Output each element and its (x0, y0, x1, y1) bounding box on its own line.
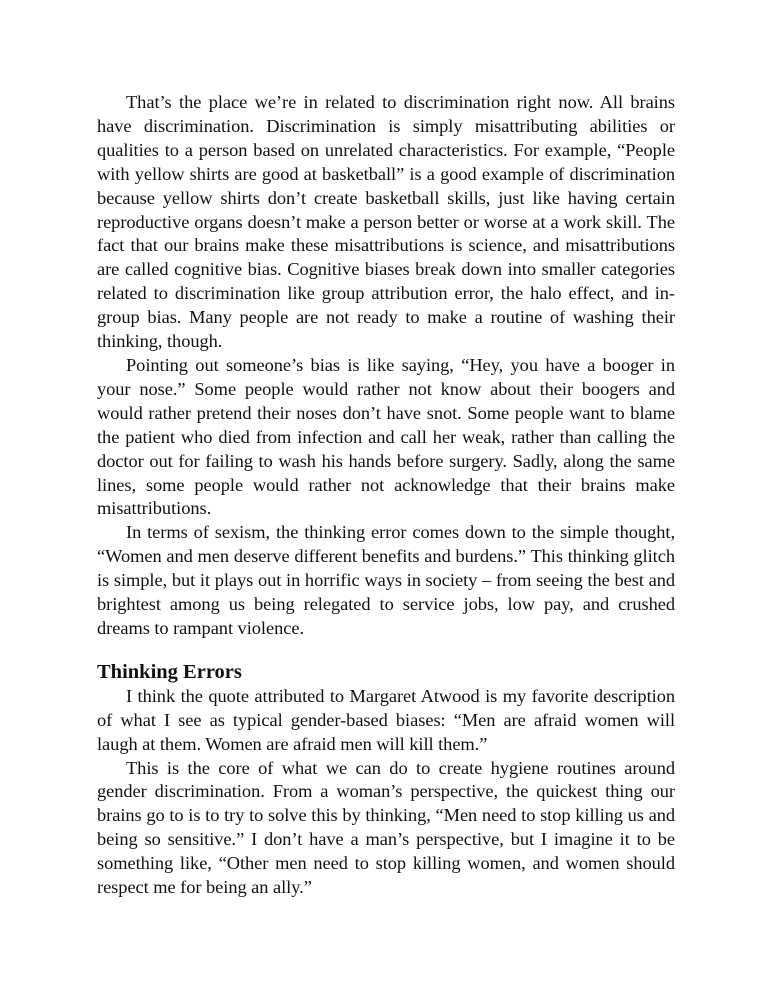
body-paragraph-4: I think the quote attributed to Margaret Atwood is my favorite description of what I see as typical gender-based biases: “Men are afraid women will laugh at them. Women are afraid men will kill them.” (97, 685, 675, 754)
body-paragraph-1: That’s the place we’re in related to discrimination right now. All brains have discrimination. Discrimination is simply misattributing abilities or qualities to a person based on unrelated characteristics. For example, “People with yellow shirts are good at basketball” is a good example of discrimination because yellow shirts don’t create basketball skills, just like having certain reproductive organs doesn’t make a person better or worse at a work skill. The fact that our brains make these misattributions is science, and misattributions are called cognitive bias. Cognitive biases break down into smaller categories related to discrimination like group attribution error, the halo effect, and in-group bias. Many people are not ready to make a routine of washing their thinking, though. (97, 92, 675, 352)
body-paragraph-3: In terms of sexism, the thinking error comes down to the simple thought, “Women and men deserve different benefits and burdens.” This thinking glitch is simple, but it plays out in horrific ways in society – from seeing the best and brightest among us being relegated to service jobs, low pay, and crushed dreams to rampant violence. (97, 522, 675, 638)
page-body (97, 91, 675, 900)
section-heading: Thinking Errors (97, 660, 242, 683)
body-paragraph-2: Pointing out someone’s bias is like saying, “Hey, you have a booger in your nose.” Some people would rather not know about their boogers and would rather pretend their noses don’t have snot. Some people want to blame the patient who died from infection and call her weak, rather than calling the doctor out for failing to wash his hands before surgery. Sadly, along the same lines, some people would rather not acknowledge that their brains make misattributions. (97, 354, 675, 519)
body-paragraph-5: This is the core of what we can do to create hygiene routines around gender discrimination. From a woman’s perspective, the quickest thing our brains go to is to try to solve this by thinking, “Men need to stop killing us and being so sensitive.” I don’t have a man’s perspective, but I imagine it to be something like, “Other men need to stop killing women, and women should respect me for being an ally.” (97, 757, 675, 898)
section-spacer (97, 641, 675, 659)
